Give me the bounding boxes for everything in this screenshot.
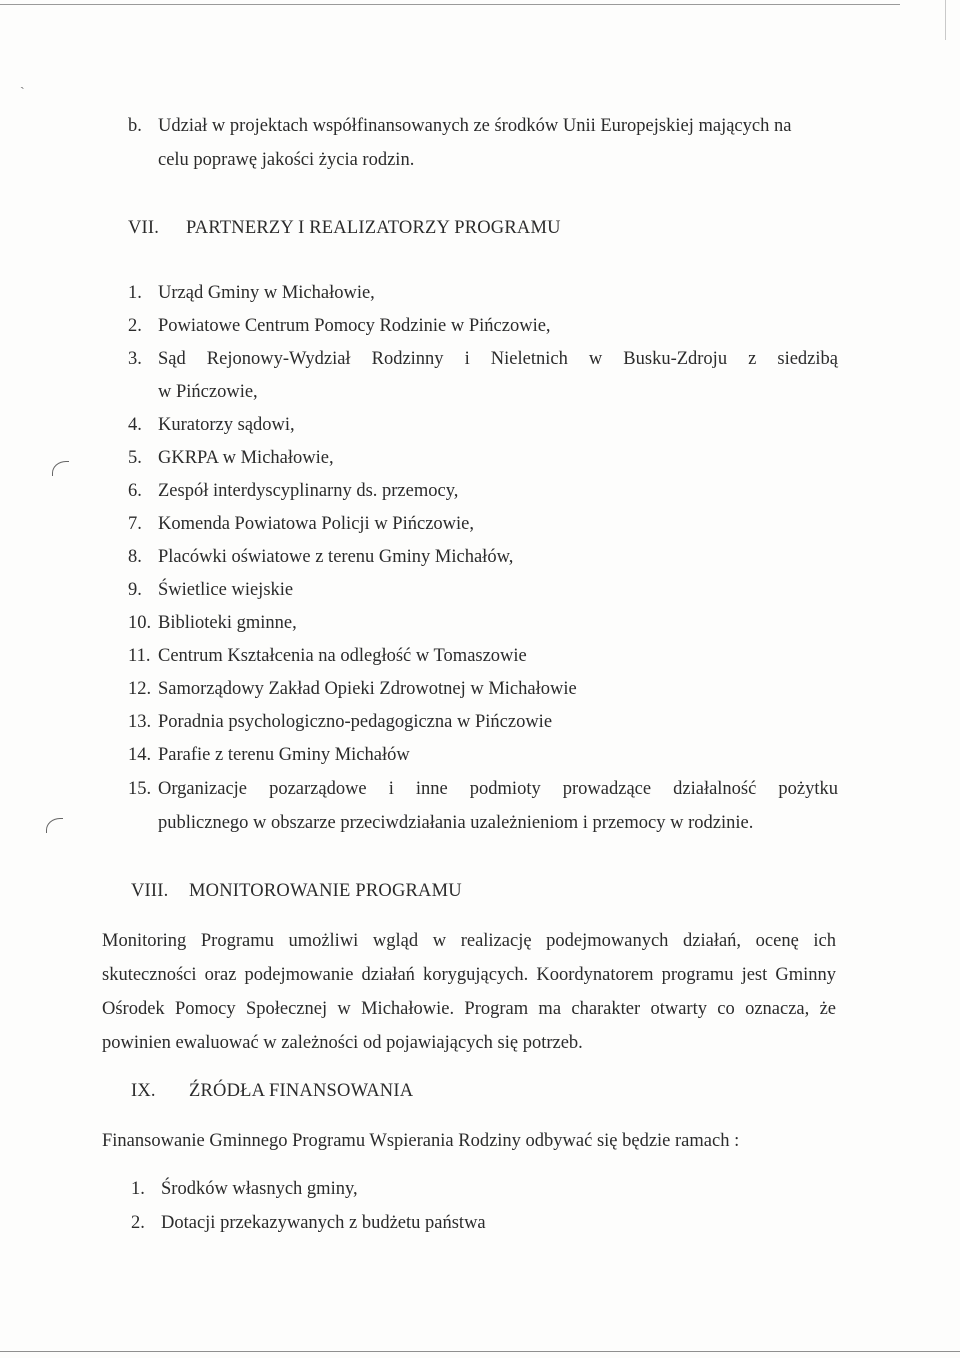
list-item-text: Świetlice wiejskie	[158, 580, 294, 600]
list-item-text: Samorządowy Zakład Opieki Zdrowotnej w Michałowie	[158, 679, 577, 699]
list-item-text: Powiatowe Centrum Pomocy Rodzinie w Pińczowie,	[158, 316, 551, 336]
scan-edge-bottom	[0, 1351, 960, 1352]
list-item-text-continued: w Pińczowie,	[158, 382, 258, 402]
financing-list	[131, 1172, 841, 1240]
list-item-text: Urząd Gminy w Michałowie,	[158, 283, 375, 303]
list-item-number: 9.	[128, 580, 142, 600]
list-item	[128, 310, 838, 343]
list-item	[128, 277, 838, 310]
list-item-number: 10.	[128, 613, 152, 633]
list-item-text: Placówki oświatowe z terenu Gminy Michałów,	[158, 547, 514, 567]
scan-edge-top	[0, 4, 900, 5]
list-item-text: Sąd Rejonowy-Wydział Rodzinny i Nieletnich w Busku-Zdroju z siedzibą	[158, 349, 838, 369]
list-item-number: 15.	[128, 779, 152, 799]
list-item	[131, 1206, 841, 1240]
list-item	[128, 607, 838, 640]
list-item-number: 4.	[128, 415, 142, 435]
list-item	[128, 442, 838, 475]
list-item	[128, 739, 838, 772]
list-item	[128, 706, 838, 739]
list-item	[128, 772, 838, 840]
list-item-number: 1.	[131, 1179, 145, 1199]
list-item-number: 2.	[131, 1213, 145, 1233]
section-title: PARTNERZY I REALIZATORZY PROGRAMU	[186, 218, 561, 238]
list-item-number: 12.	[128, 679, 152, 699]
section-number: VIII.	[131, 881, 169, 901]
list-item-b-line2: celu poprawę jakości życia rodzin.	[158, 150, 415, 170]
list-item-text: Zespół interdyscyplinarny ds. przemocy,	[158, 481, 459, 501]
list-item-number: 2.	[128, 316, 142, 336]
list-item-text: GKRPA w Michałowie,	[158, 448, 334, 468]
list-item-text: Środków własnych gminy,	[161, 1179, 358, 1199]
list-item	[128, 343, 838, 409]
list-item-text: Komenda Powiatowa Policji w Pińczowie,	[158, 514, 474, 534]
list-item-text-continued: publicznego w obszarze przeciwdziałania uzależnieniom i przemocy w rodzinie.	[158, 813, 754, 833]
section-heading-viii	[131, 878, 462, 904]
list-item-number: 5.	[128, 448, 142, 468]
list-item-text: Poradnia psychologiczno-pedagogiczna w Pińczowie	[158, 712, 553, 732]
scan-edge-right	[945, 0, 946, 40]
financing-intro: Finansowanie Gminnego Programu Wspierania Rodziny odbywać się będzie ramach :	[102, 1131, 740, 1151]
list-item	[128, 673, 838, 706]
list-item-number: 1.	[128, 283, 142, 303]
section-title: ŹRÓDŁA FINANSOWANIA	[189, 1081, 414, 1101]
list-item-number: 11.	[128, 646, 151, 666]
list-item	[128, 640, 838, 673]
section-heading-ix	[131, 1078, 413, 1104]
margin-pencil-mark	[46, 818, 63, 833]
list-item-text: Centrum Kształcenia na odległość w Tomaszowie	[158, 646, 527, 666]
list-item	[128, 541, 838, 574]
margin-pencil-mark	[52, 461, 69, 476]
monitoring-paragraph: Monitoring Programu umożliwi wgląd w realizację podejmowanych działań, ocenę ich skuteczności oraz podejmowanie działań korygujących. Koordynatorem programu jest Gminny Ośrodek Pomocy Społecznej w Michałowie. Program ma charakter otwarty co oznacza, że powinien ewaluować w zależności od pojawiających się potrzeb.	[102, 931, 836, 1053]
list-item-text: Organizacje pozarządowe i inne podmioty prowadzące działalność pożytku	[158, 779, 838, 799]
list-item	[128, 475, 838, 508]
list-item-b-marker: b.	[128, 116, 142, 136]
list-item-text: Kuratorzy sądowi,	[158, 415, 295, 435]
list-item-b-line1: Udział w projektach współfinansowanych ze środków Unii Europejskiej mających na	[158, 116, 792, 136]
list-item	[128, 409, 838, 442]
section-number: IX.	[131, 1081, 156, 1101]
scan-speck: ˏ	[20, 75, 25, 90]
list-item-number: 8.	[128, 547, 142, 567]
list-item-number: 6.	[128, 481, 142, 501]
list-item-text: Biblioteki gminne,	[158, 613, 297, 633]
section-heading-vii	[128, 215, 561, 241]
list-item	[128, 574, 838, 607]
section-number: VII.	[128, 218, 160, 238]
list-item-number: 7.	[128, 514, 142, 534]
list-item-b	[128, 109, 840, 177]
list-item-number: 13.	[128, 712, 152, 732]
list-item	[128, 508, 838, 541]
section-title: MONITOROWANIE PROGRAMU	[189, 881, 462, 901]
list-item-number: 14.	[128, 745, 152, 765]
list-item-number: 3.	[128, 349, 142, 369]
partners-list	[128, 277, 838, 840]
list-item	[131, 1172, 841, 1206]
list-item-text: Dotacji przekazywanych z budżetu państwa	[161, 1213, 486, 1233]
list-item-text: Parafie z terenu Gminy Michałów	[158, 745, 410, 765]
